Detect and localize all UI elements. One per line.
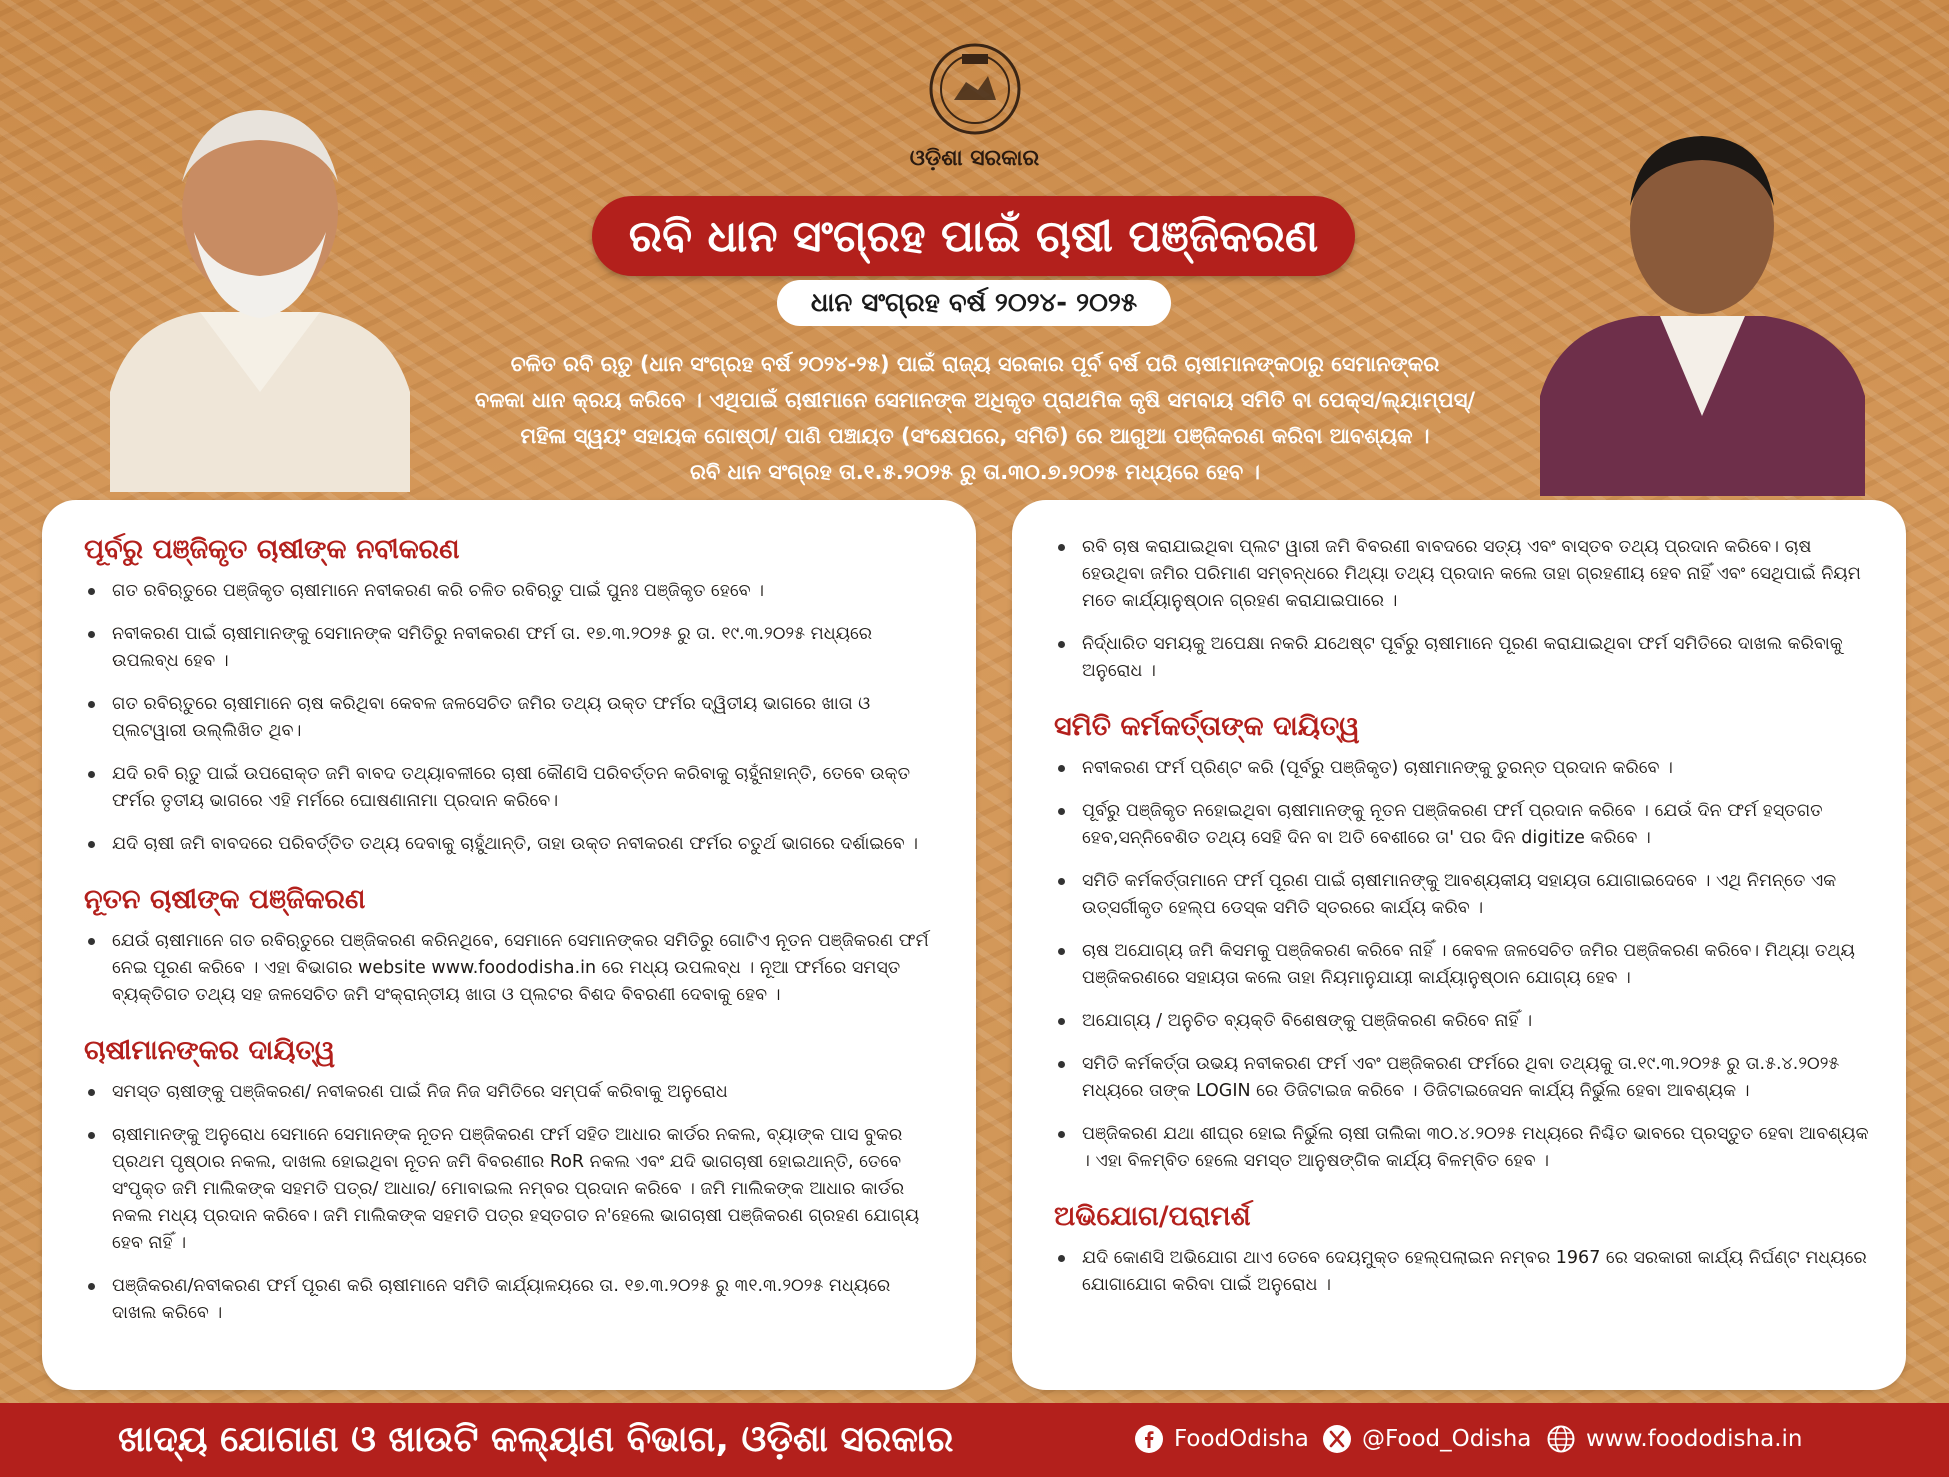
facebook-link[interactable] <box>1134 1424 1309 1454</box>
intro-line: ରବି ଧାନ ସଂଗ୍ରହ ତା.୧.୫.୨୦୨୫ ରୁ ତା.୩୦.୭.୨୦୨୫ ମଧ୍ୟରେ ହେବ । <box>689 460 1261 484</box>
society-officials-list <box>1054 755 1870 1175</box>
list-item: ନିର୍ଦ୍ଧାରିତ ସମୟକୁ ଅପେକ୍ଷା ନକରି ଯଥେଷ୍ଟ ପୂର୍ବରୁ ଚାଷୀମାନେ ପୂରଣ କରାଯାଇଥିବା ଫର୍ମ ସମିତିରେ ଦାଖଲ କରିବାକୁ ଅନୁରୋଧ । <box>1054 631 1870 685</box>
intro-line: ଚଳିତ ରବି ଋତୁ (ଧାନ ସଂଗ୍ରହ ବର୍ଷ ୨୦୨୪-୨୫) ପାଇଁ ରାଜ୍ୟ ସରକାର ପୂର୍ବ ବର୍ଷ ପରି ଚାଷୀମାନଙ୍କଠାରୁ ସେମାନଙ୍କର <box>510 352 1440 376</box>
list-item: ପୂର୍ବରୁ ପଞ୍ଜିକୃତ ନହୋଇଥିବା ଚାଷୀମାନଙ୍କୁ ନୂତନ ପଞ୍ଜିକରଣ ଫର୍ମ ପ୍ରଦାନ କରିବେ । ଯେଉଁ ଦିନ ଫର୍ମ ହସ୍ତଗତ ହେବ,ସନ୍ନିବେଶିତ ତଥ୍ୟ ସେହି ଦିନ ବା ଅତି ବେଶୀରେ ତା' ପର ଦିନ digitize କରିବେ । <box>1054 798 1870 852</box>
list-item: ଗତ ରବିଋତୁରେ ପଞ୍ଜିକୃତ ଚାଷୀମାନେ ନବୀକରଣ କରି ଚଳିତ ରବିଋତୁ ପାଇଁ ପୁନଃ ପଞ୍ଜିକୃତ ହେବେ । <box>84 578 940 605</box>
list-item: ପଞ୍ଜିକରଣ/ନବୀକରଣ ଫର୍ମ ପୂରଣ କରି ଚାଷୀମାନେ ସମିତି କାର୍ଯ୍ୟାଳୟରେ ତା. ୧୭.୩.୨୦୨୫ ରୁ ୩୧.୩.୨୦୨୫ ମଧ୍ୟରେ ଦାଖଲ କରିବେ । <box>84 1273 940 1327</box>
renewal-list <box>84 578 940 858</box>
odisha-government-emblem-icon <box>926 40 1024 138</box>
list-item: ଯଦି ରବି ଋତୁ ପାଇଁ ଉପରୋକ୍ତ ଜମି ବାବଦ ତଥ୍ୟାବଳୀରେ ଚାଷୀ କୌଣସି ପରିବର୍ତ୍ତନ କରିବାକୁ ଚାହୁଁନାହାନ୍ତି, ତେବେ ଉକ୍ତ ଫର୍ମର ତୃତୀୟ ଭାଗରେ ଏହି ମର୍ମରେ ଘୋଷଣାନାମା ପ୍ରଦାନ କରିବେ। <box>84 761 940 815</box>
list-item: ଯେଉଁ ଚାଷୀମାନେ ଗତ ରବିଋତୁରେ ପଞ୍ଜିକରଣ କରିନଥିବେ, ସେମାନେ ସେମାନଙ୍କର ସମିତିରୁ ଗୋଟିଏ ନୂତନ ପଞ୍ଜିକରଣ ଫର୍ମ ନେଇ ପୂରଣ କରିବେ । ଏହା ବିଭାଗର website www.foododisha.in ରେ ମଧ୍ୟ ଉପଲବ୍ଧ । ନୂଆ ଫର୍ମରେ ସମସ୍ତ ବ୍ୟକ୍ତିଗତ ତଥ୍ୟ ସହ ଜଳସେଚିତ ଜମି ସଂକ୍ରାନ୍ତୀୟ ଖାତା ଓ ପ୍ଲଟର ବିଶଦ ବିବରଣୀ ଦେବାକୁ ହେବ । <box>84 928 940 1009</box>
website-link[interactable] <box>1546 1424 1802 1454</box>
list-item: ନବୀକରଣ ପାଇଁ ଚାଷୀମାନଙ୍କୁ ସେମାନଙ୍କ ସମିତିରୁ ନବୀକରଣ ଫର୍ମ ତା. ୧୭.୩.୨୦୨୫ ରୁ ତା. ୧୯.୩.୨୦୨୫ ମଧ୍ୟରେ ଉପଲବ୍ଧ ହେବ । <box>84 621 940 675</box>
x-twitter-icon <box>1322 1424 1352 1454</box>
department-name: ଖାଦ୍ୟ ଯୋଗାଣ ଓ ଖାଉଟି କଲ୍ୟାଣ ବିଭାଗ, ଓଡ଼ିଶା ସରକାର <box>118 1419 954 1460</box>
section-title-society-officials: ସମିତି କର୍ମକର୍ତ୍ତାଙ୍କ ଦାୟିତ୍ୱ <box>1054 711 1360 742</box>
list-item: ଅଯୋଗ୍ୟ / ଅନୁଚିତ ବ୍ୟକ୍ତି ବିଶେଷଙ୍କୁ ପଞ୍ଜିକରଣ କରିବେ ନାହିଁ । <box>1054 1008 1870 1035</box>
government-label: ଓଡ଼ିଶା ସରକାର <box>909 146 1040 171</box>
list-item: ଯଦି ଚାଷୀ ଜମି ବାବଦରେ ପରିବର୍ତ୍ତିତ ତଥ୍ୟ ଦେବାକୁ ଚାହୁଁଥାନ୍ତି, ତାହା ଉକ୍ତ ନବୀକରଣ ଫର୍ମର ଚତୁର୍ଥ ଭାଗରେ ଦର୍ଶାଇବେ । <box>84 831 940 858</box>
intro-line: ମହିଳା ସ୍ୱୟଂ ସହାୟକ ଗୋଷ୍ଠୀ/ ପାଣି ପଞ୍ଚାୟତ (ସଂକ୍ଷେପରେ, ସମିତି) ରେ ଆଗୁଆ ପଞ୍ଜିକରଣ କରିବା ଆବଶ୍ୟକ । <box>520 424 1430 448</box>
section-title-renewal: ପୂର୍ବରୁ ପଞ୍ଜିକୃତ ଚାଷୀଙ୍କ ନବୀକରଣ <box>84 534 460 565</box>
farmer-responsibility-list <box>84 1079 940 1327</box>
chief-minister-portrait <box>1530 96 1875 496</box>
intro-paragraph <box>430 346 1520 490</box>
list-item: ସମସ୍ତ ଚାଷୀଙ୍କୁ ପଞ୍ଜିକରଣ/ ନବୀକରଣ ପାଇଁ ନିଜ ନିଜ ସମିତିରେ ସମ୍ପର୍କ କରିବାକୁ ଅନୁରୋଧ <box>84 1079 940 1106</box>
list-item: ସମିତି କର୍ମକର୍ତ୍ତାମାନେ ଫର୍ମ ପୂରଣ ପାଇଁ ଚାଷୀମାନଙ୍କୁ ଆବଶ୍ୟକୀୟ ସହାୟତା ଯୋଗାଇଦେବେ । ଏଥି ନିମନ୍ତେ ଏକ ଉତ୍ସର୍ଗୀକୃତ ହେଲ୍ପ ଡେସ୍କ ସମିତି ସ୍ତରରେ କାର୍ଯ୍ୟ କରିବ । <box>1054 868 1870 922</box>
left-info-card <box>42 500 976 1390</box>
x-link[interactable] <box>1322 1424 1531 1454</box>
list-item: ଚାଷୀମାନଙ୍କୁ ଅନୁରୋଧ ସେମାନେ ସେମାନଙ୍କ ନୂତନ ପଞ୍ଜିକରଣ ଫର୍ମ ସହିତ ଆଧାର କାର୍ଡର ନକଲ, ବ୍ୟାଙ୍କ ପାସ ବୁକର ପ୍ରଥମ ପୃଷ୍ଠାର ନକଲ, ଦାଖଲ ହୋଇଥିବା ନୂତନ ଜମି ବିବରଣୀର RoR ନକଲ ଏବଂ ଯଦି ଭାଗଚାଷୀ ହୋଇଥାନ୍ତି, ତେବେ ସଂପୃକ୍ତ ଜମି ମାଲିକଙ୍କ ସହମତି ପତ୍ର/ ଆଧାର/ ମୋବାଇଲ ନମ୍ବର ପ୍ରଦାନ କରିବେ । ଜମି ମାଲିକଙ୍କ ଆଧାର କାର୍ଡର ନକଲ ମଧ୍ୟ ପ୍ରଦାନ କରିବେ। ଜମି ମାଲିକଙ୍କ ସହମତି ପତ୍ର ହସ୍ତଗତ ନ'ହେଲେ ଭାଗଚାଷୀ ପଞ୍ଜିକରଣ ଗ୍ରହଣ ଯୋଗ୍ୟ ହେବ ନାହିଁ । <box>84 1122 940 1257</box>
prime-minister-portrait <box>90 62 430 492</box>
intro-line: ବଳକା ଧାନ କ୍ରୟ କରିବେ । ଏଥିପାଇଁ ଚାଷୀମାନେ ସେମାନଙ୍କ ଅଧିକୃତ ପ୍ରାଥମିକ କୃଷି ସମବାୟ ସମିତି ବା ପେକ୍ସ/ଲ୍ୟାମ୍ପସ୍/ <box>474 388 1476 412</box>
facebook-label: FoodOdisha <box>1174 1426 1309 1452</box>
list-item: ରବି ଚାଷ କରାଯାଇଥିବା ପ୍ଲଟ ୱାରୀ ଜମି ବିବରଣୀ ବାବଦରେ ସତ୍ୟ ଏବଂ ବାସ୍ତବ ତଥ୍ୟ ପ୍ରଦାନ କରିବେ। ଚାଷ ହେଉଥିବା ଜମିର ପରିମାଣ ସମ୍ବନ୍ଧରେ ମିଥ୍ୟା ତଥ୍ୟ ପ୍ରଦାନ କଲେ ତାହା ଗ୍ରହଣୀୟ ହେବ ନାହିଁ ଏବଂ ସେଥିପାଇଁ ନିୟମ ମତେ କାର୍ଯ୍ୟାନୁଷ୍ଠାନ ଗ୍ରହଣ କରାଯାଇପାରେ । <box>1054 534 1870 615</box>
page-title: ରବି ଧାନ ସଂଗ୍ରହ ପାଇଁ ଚାଷୀ ପଞ୍ଜିକରଣ <box>592 196 1355 276</box>
x-label: @Food_Odisha <box>1362 1426 1532 1452</box>
website-label: www.foododisha.in <box>1586 1426 1803 1452</box>
globe-icon <box>1546 1424 1576 1454</box>
new-registration-list <box>84 928 940 1009</box>
section-title-new-registration: ନୂତନ ଚାଷୀଙ୍କ ପଞ୍ଜିକରଣ <box>84 884 366 915</box>
list-item: ସମିତି କର୍ମକର୍ତ୍ତା ଉଭୟ ନବୀକରଣ ଫର୍ମ ଏବଂ ପଞ୍ଜିକରଣ ଫର୍ମରେ ଥିବା ତଥ୍ୟକୁ ତା.୧୯.୩.୨୦୨୫ ରୁ ତା.୫.୪.୨୦୨୫ ମଧ୍ୟରେ ତାଙ୍କ LOGIN ରେ ଡିଜିଟାଇଜ କରିବେ । ଡିଜିଟାଇଜେସନ କାର୍ଯ୍ୟ ନିର୍ଭୁଲ ହେବା ଆବଶ୍ୟକ । <box>1054 1051 1870 1105</box>
list-item: ଚାଷ ଅଯୋଗ୍ୟ ଜମି କିସମକୁ ପଞ୍ଜିକରଣ କରିବେ ନାହିଁ । କେବଳ ଜଳସେଚିତ ଜମିର ପଞ୍ଜିକରଣ କରିବେ। ମିଥ୍ୟା ତଥ୍ୟ ପଞ୍ଜିକରଣରେ ସହାୟତା କଲେ ତାହା ନିୟମାନୁଯାୟୀ କାର୍ଯ୍ୟାନୁଷ୍ଠାନ ଯୋଗ୍ୟ ହେବ । <box>1054 938 1870 992</box>
list-item: ପଞ୍ଜିକରଣ ଯଥା ଶୀଘ୍ର ହୋଇ ନିର୍ଭୁଲ ଚାଷୀ ତାଲିକା ୩୦.୪.୨୦୨୫ ମଧ୍ୟରେ ନିଶ୍ଚିତ ଭାବରେ ପ୍ରସ୍ତୁତ ହେବା ଆବଶ୍ୟକ । ଏହା ବିଳମ୍ବିତ ହେଲେ ସମସ୍ତ ଆନୁଷଙ୍ଗିକ କାର୍ଯ୍ୟ ବିଳମ୍ବିତ ହେବ । <box>1054 1121 1870 1175</box>
list-item: ଯଦି କୋଣସି ଅଭିଯୋଗ ଥାଏ ତେବେ ଦେୟମୁକ୍ତ ହେଲ୍ପଲାଇନ ନମ୍ବର 1967 ରେ ସରକାରୀ କାର୍ଯ୍ୟ ନିର୍ଘଣ୍ଟ ମଧ୍ୟରେ ଯୋଗାଯୋଗ କରିବା ପାଇଁ ଅନୁରୋଧ । <box>1054 1245 1870 1299</box>
list-item: ଗତ ରବିଋତୁରେ ଚାଷୀମାନେ ଚାଷ କରିଥିବା କେବଳ ଜଳସେଚିତ ଜମିର ତଥ୍ୟ ଉକ୍ତ ଫର୍ମର ଦ୍ୱିତୀୟ ଭାଗରେ ଖାତା ଓ ପ୍ଲଟୱାରୀ ଉଲ୍ଲିଖିତ ଥିବ। <box>84 691 940 745</box>
procurement-year-badge: ଧାନ ସଂଗ୍ରହ ବର୍ଷ ୨୦୨୪- ୨୦୨୫ <box>777 280 1171 326</box>
right-info-card <box>1012 500 1906 1390</box>
section-title-farmer-responsibility: ଚାଷୀମାନଙ୍କର ଦାୟିତ୍ୱ <box>84 1035 336 1066</box>
farmer-responsibility-continued-list <box>1054 534 1870 685</box>
grievance-list <box>1054 1245 1870 1299</box>
facebook-icon <box>1134 1424 1164 1454</box>
list-item: ନବୀକରଣ ଫର୍ମ ପ୍ରିଣ୍ଟ କରି (ପୂର୍ବରୁ ପଞ୍ଜିକୃତ) ଚାଷୀମାନଙ୍କୁ ତୁରନ୍ତ ପ୍ରଦାନ କରିବେ । <box>1054 755 1870 782</box>
section-title-grievance: ଅଭିଯୋଗ/ପରାମର୍ଶ <box>1054 1201 1251 1232</box>
